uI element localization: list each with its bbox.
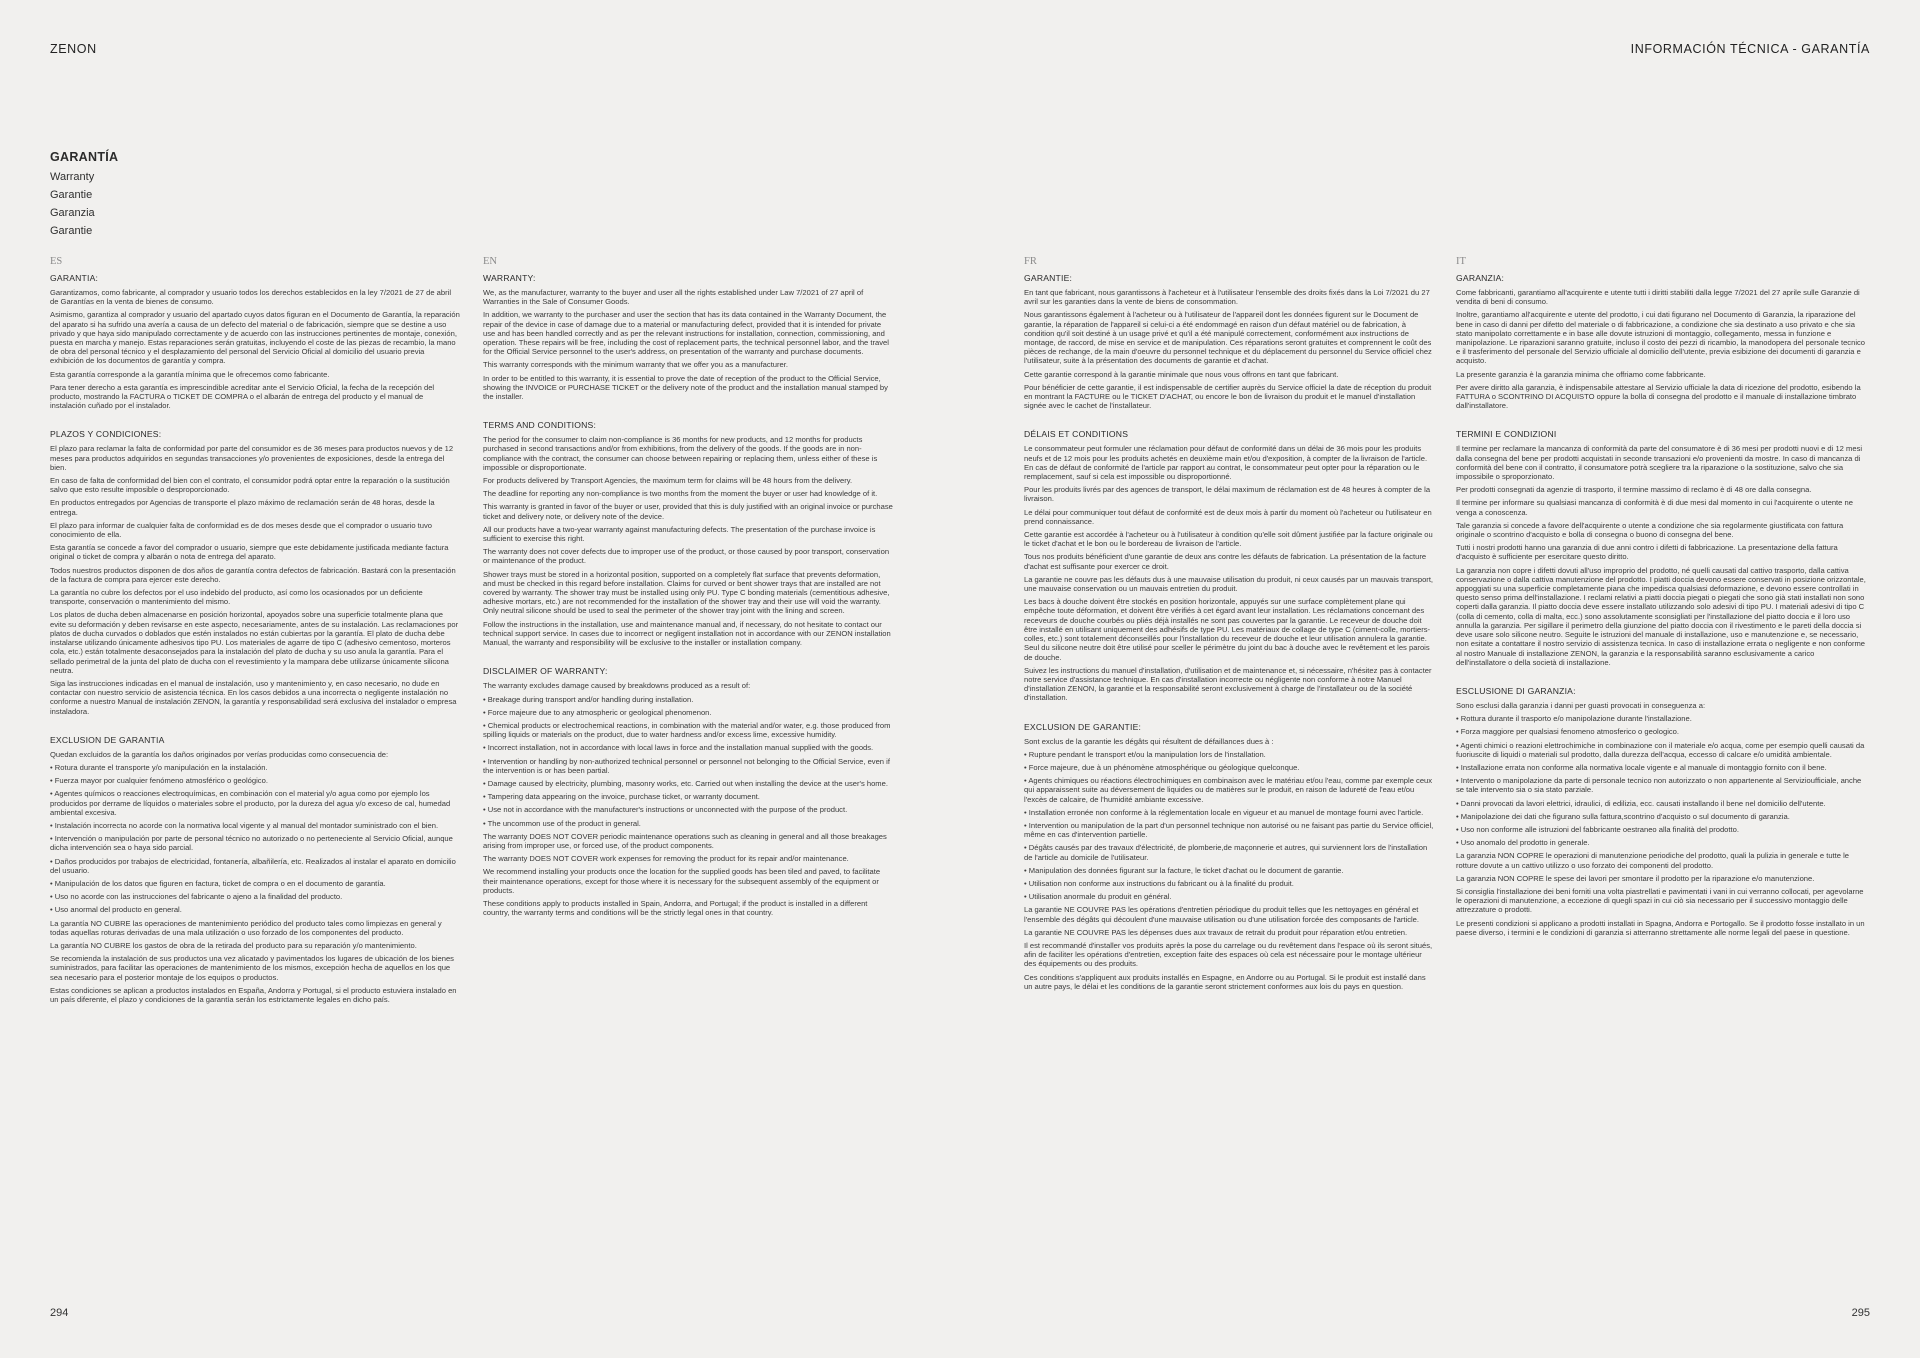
bullet-item: • Fuerza mayor por cualquier fenómeno atmosférico o geológico. <box>50 776 460 785</box>
section-title: EXCLUSION DE GARANTIA <box>50 734 165 745</box>
bullet-item: • Chemical products or electrochemical reactions, in combination with the material and/or water, e.g. those produced from spilling liquids or materials on the product, due to water hardness and/or excess lime, excessive humidity. <box>483 721 893 739</box>
bullet-item: • Daños producidos por trabajos de electricidad, fontanería, albañilería, etc. Realizados al instalar el aparato en domicilio del usuario. <box>50 857 460 875</box>
paragraph: Suivez les instructions du manuel d'installation, d'utilisation et de maintenance et, si nécessaire, n'hésitez pas à contacter notre service d'assistance technique. En cas d'installation incorrecte ou négligente non conforme à notre Manuel d'installation ZENON, la garantie et la responsabilité seront exclusivement à charge de l'installateur ou de la société d'installation. <box>1024 665 1432 703</box>
bullet-item: • Intervento o manipolazione da parte di personale tecnico non autorizzato o non appartenente al Servizioufficiale, anche se tale intervento sia o sia stato parziale. <box>1456 776 1866 794</box>
bullet-item: • Dégâts causés par des travaux d'électricité, de plomberie,de maçonnerie et autres, qui surviennent lors de l'installation de l'article au domicile de l'utilisateur. <box>1024 843 1434 861</box>
paragraph: La garantía NO CUBRE los gastos de obra de la retirada del producto para su reparación y/o mantenimiento. <box>50 940 417 950</box>
bullet-item: • Intervención o manipulación por parte de personal técnico no autorizado o no perteneciente al Servicio Oficial, aunque dicha intervención sea o haya sido parcial. <box>50 834 460 852</box>
paragraph: Cette garantie correspond à la garantie minimale que nous vous offrons en tant que fabricant. <box>1024 369 1339 379</box>
paragraph: Se recomienda la instalación de sus productos una vez alicatado y pavimentados los lugares de ubicación de los bienes suministrados, para facilitar las operaciones de mantenimiento de los mismos, excepción hecha de aquellos en los que sea necesario para el posterior montaje de los equipos o productos. <box>50 954 454 982</box>
bullet-item: • Manipolazione dei dati che figurano sulla fattura,scontrino d'acquisto o sul documento di garanzia. <box>1456 812 1866 821</box>
paragraph: El plazo para reclamar la falta de conformidad por parte del consumidor es de 36 meses para productos nuevos y de 12 meses para productos adquiridos en segundas transacciones y/o provenientes de exposiciones, desde la entrega del bien. <box>50 444 454 472</box>
section-title: GARANTIE: <box>1024 273 1073 283</box>
paragraph: In order to be entitled to this warranty, it is essential to prove the date of reception of the product to the Official Service, showing the INVOICE or PURCHASE TICKET or the delivery note of the product and the installation manual stamped by the installer. <box>483 373 888 402</box>
paragraph: La garantie NE COUVRE PAS les opérations d'entretien périodique du produit telles que les nettoyages en général et l'ensemble des dégâts qui découlent d'une mauvaise utilisation ou d'une utilisation forcée des composants de l'article. <box>1024 905 1420 924</box>
warranty-section <box>483 273 893 401</box>
section-title: TERMS AND CONDITIONS: <box>483 420 597 431</box>
paragraph: Sono esclusi dalla garanzia i danni per guasti provocati in conseguenza a: <box>1456 700 1706 710</box>
bullet-item: • Incorrect installation, not in accordance with local laws in force and the installation manual supplied with the goods. <box>483 743 893 752</box>
warranty-section <box>1024 429 1434 702</box>
paragraph: En productos entregados por Agencias de transporte el plazo máximo de reclamación serán de 48 horas, desde la entrega. <box>50 498 435 517</box>
bullet-item: • Utilisation anormale du produit en général. <box>1024 892 1434 901</box>
bullet-item: • Damage caused by electricity, plumbing, masonry works, etc. Carried out when installing the device at the user's home. <box>483 779 893 788</box>
paragraph: We recommend installing your products once the location for the supplied goods has been tiled and paved, to facilitate their maintenance operations, except for those where it is necessary for the subsequent assembly of the equipment or products. <box>483 867 881 895</box>
paragraph: Follow the instructions in the installation, use and maintenance manual and, if necessary, do not hesitate to contact our technical support service. In cases due to incorrect or negligent installation not in accordance with our ZENON installation Manual, the warranty and responsibility will be exclusive to the installer or installation company. <box>483 619 891 648</box>
paragraph: Inoltre, garantiamo all'acquirente e utente del prodotto, i cui dati figurano nel Documento di Garanzia, la riparazione del bene in caso di danni per difetto del materiale o di fabbricazione, a condizione che sia destinato a uso privato e che sia stato manipolato correttamente e in base alle dovute istruzioni di montaggio, collegamento, messa in funzione e manipolazione. Le riparazioni saranno gratuite, incluso il costo dei pezzi di ricambio, la manodopera del personale tecnico e il trasferimento del personale del Servizio ufficiale al domicilio dell'utente, previa esibizione dei documenti di garanzia e acquisto. <box>1456 310 1866 366</box>
paragraph: Estas condiciones se aplican a productos instalados en España, Andorra y Portugal, si el producto estuviera instalado en un país diferente, el plazo y condiciones de la garantía serán los estrictamente legales en dicho país. <box>50 985 457 1004</box>
paragraph: En tant que fabricant, nous garantissons à l'acheteur et à l'utilisateur l'ensemble des droits fixés dans la Loi 7/2021 du 27 avril sur les garanties dans la vente de biens de consommation. <box>1024 288 1430 307</box>
column-fr <box>1024 256 1434 1010</box>
paragraph: Si consiglia l'installazione dei beni forniti una volta piastrellati e pavimentati i vani in cui verranno collocati, per agevolarne le operazioni di manutenzione, a eccezione di quegli spazi in cui ciò sia necessario per il successivo montaggio delle attrezzature o prodotti. <box>1456 886 1864 915</box>
bullet-item: • Uso non conforme alle istruzioni del fabbricante oestraneo alla finalità del prodotto. <box>1456 825 1866 834</box>
section-title: WARRANTY: <box>483 273 536 283</box>
section-title: GARANTIA: <box>50 273 99 283</box>
bullet-item: • Agenti chimici o reazioni elettrochimiche in combinazione con il materiale e/o acqua, come per esempio quelli causati da fuoriuscite di liquidi o materiali sul prodotto, dalla durezza dell'acqua, eccesso di calcare e/o umidità ambientale. <box>1456 741 1866 759</box>
warranty-section <box>483 420 893 647</box>
paragraph: El plazo para informar de cualquier falta de conformidad es de dos meses desde que el comprador o usuario tuvo conocimiento de ella. <box>50 520 433 540</box>
paragraph: La garanzia NON COPRE le operazioni di manutenzione periodiche del prodotto, quali la pulizia in generale e tutte le rotture dovute a un cattivo utilizzo o uso forzato dei componenti del prodotto. <box>1456 851 1850 870</box>
warranty-section <box>1456 686 1866 937</box>
bullet-item: • Force majeure, due à un phénomène atmosphérique ou géologique quelconque. <box>1024 763 1434 772</box>
section-title: ESCLUSIONE DI GARANZIA: <box>1456 685 1576 696</box>
paragraph: La garantía no cubre los defectos por el uso indebido del producto, así como los ocasionados por un deficiente transporte, conservación o mantenimiento del mismo. <box>50 588 423 607</box>
paragraph: La garantie NE COUVRE PAS les dépenses dues aux travaux de retrait du produit pour réparation et/ou entretien. <box>1024 927 1408 937</box>
paragraph: Pour les produits livrés par des agences de transport, le délai maximum de réclamation est de 48 heures à compter de la livraison. <box>1024 485 1431 504</box>
paragraph: Esta garantía se concede a favor del comprador o usuario, siempre que este debidamente justificada mediante factura original o ticket de compra y albarán o nota de entrega del aparato. <box>50 543 449 562</box>
bullet-item: • Forza maggiore per qualsiasi fenomeno atmosferico o geologico. <box>1456 727 1866 736</box>
paragraph: The warranty does not cover defects due to improper use of the product, or those caused by poor transport, conservation or maintenance of the product. <box>483 547 890 566</box>
bullet-item: • Instalación incorrecta no acorde con la normativa local vigente y al manual del montador suministrado con el bien. <box>50 821 460 830</box>
bullet-item: • Rottura durante il trasporto e/o manipolazione durante l'installazione. <box>1456 714 1866 723</box>
bullet-item: • Uso anomalo del prodotto in generale. <box>1456 838 1866 847</box>
section-title: DISCLAIMER OF WARRANTY: <box>483 666 608 677</box>
warranty-section <box>50 735 460 1004</box>
paragraph: La presente garanzia è la garanzia minima che offriamo come fabbricante. <box>1456 369 1706 379</box>
bullet-item: • Intervention or handling by non-authorized technical personnel or personnel not belonging to the Official Service, even if the intervention is or has been partial. <box>483 757 893 775</box>
paragraph: Sont exclus de la garantie les dégâts qui résultent de défaillances dues à : <box>1024 736 1274 746</box>
paragraph: For products delivered by Transport Agencies, the maximum term for claims will be 48 hours from the delivery. <box>483 476 853 486</box>
bullet-item: • Tampering data appearing on the invoice, purchase ticket, or warranty document. <box>483 792 893 801</box>
section-title: DÉLAIS ET CONDITIONS <box>1024 429 1129 440</box>
paragraph: Les bacs à douche doivent être stockés en position horizontale, appuyés sur une surface complètement plane qui empêche toute déformation, et doivent être vérifiés à cet égard avant leur installation. Les réclamations concernant des receveurs de douche courbés ou pliés déjà installés ne sont pas couvertes par la garantie. Le receveur de douche doit être installé en utilisant uniquement des adhésifs de type PU. Les matériaux de collage de type C (ciment-colle, mortiers-colles, etc.) sont totalement déconseillés pour l'installation du receveur de douche et leur utilisation annulera la garantie. Seul du silicone neutre doit être utilisé pour sceller le périmètre du joint du bac à douche avec le revêtement et les parois de douche. <box>1024 597 1431 662</box>
paragraph: Il est recommandé d'installer vos produits après la pose du carrelage ou du revêtement dans l'espace où ils seront situés, afin de faciliter les opérations d'entretien, exception faite des espaces où cela est nécessaire pour le montage ultérieur des équipements ou des produits. <box>1024 940 1433 969</box>
paragraph: Tous nos produits bénéficient d'une garantie de deux ans contre les défauts de fabrication. La présentation de la facture d'achat est suffisante pour exercer ce droit. <box>1024 552 1427 571</box>
paragraph: Il termine per informare su qualsiasi mancanza di conformità è di due mesi dal momento in cui l'acquirente o utente ne venga a conoscenza. <box>1456 498 1853 517</box>
paragraph: This warranty is granted in favor of the buyer or user, provided that this is duly justified with an original invoice or purchase ticket and delivery note, or delivery note of the device. <box>483 502 893 521</box>
paragraph: Cette garantie est accordée à l'acheteur ou à l'utilisateur à condition qu'elle soit dûment justifiée par la facture originale ou le ticket d'achat et le bon ou le bordereau de livraison de l'article. <box>1024 530 1433 549</box>
paragraph: Esta garantía corresponde a la garantía mínima que le ofrecemos como fabricante. <box>50 369 330 379</box>
language-code: ES <box>50 256 63 267</box>
paragraph: Tutti i nostri prodotti hanno una garanzia di due anni contro i difetti di fabbricazione. La presentazione della fattura d'acquisto è sufficiente per esercitare questo diritto. <box>1456 543 1838 562</box>
warranty-section <box>1024 722 1434 991</box>
warranty-section <box>50 429 460 715</box>
section-title: PLAZOS Y CONDICIONES: <box>50 429 162 440</box>
paragraph: These conditions apply to products installed in Spain, Andorra, and Portugal; if the product is installed in a different country, the warranty terms and conditions will be the strictly legal ones in that country. <box>483 898 868 918</box>
column-it <box>1456 256 1866 956</box>
paragraph: All our products have a two-year warranty against manufacturing defects. The presentation of the purchase invoice is sufficient to exercise this right. <box>483 524 876 544</box>
page-number-right: 295 <box>1851 1307 1870 1319</box>
paragraph: Asimismo, garantiza al comprador y usuario del apartado cuyos datos figuran en el Documento de Garantía, la reparación del aparato si ha sufrido una avería a causa de un defecto del material o de fabricación, siempre que se destine a uso privado y que haya sido manipulado correctamente y de acuerdo con las instrucciones pertinentes de montaje, conexión, puesta en marcha y manejo. Estas reparaciones serán gratuitas, incluyendo el coste de las piezas de recambio, la mano de obra del personal técnico y el desplazamiento del personal del Servicio Oficial al domicilio del usuario previa exhibición de los documentos de garantía y compra. <box>50 310 460 366</box>
page-number-left: 294 <box>50 1307 69 1319</box>
paragraph: The warranty excludes damage caused by breakdowns produced as a result of: <box>483 681 751 691</box>
paragraph: Todos nuestros productos disponen de dos años de garantía contra defectos de fabricación. Bastará con la presentación de la factura de compra para ejercer este derecho. <box>50 565 456 584</box>
paragraph: The warranty DOES NOT COVER work expenses for removing the product for its repair and/or maintenance. <box>483 854 849 864</box>
bullet-item: • Agentes químicos o reacciones electroquímicas, en combinación con el material y/o agua como por ejemplo los producidos por derrame de líquidos o materiales sobre el producto, por la dureza del agua y/o exceso de cal, humedad ambiental excesiva. <box>50 789 460 817</box>
bullet-item: • Agents chimiques ou réactions électrochimiques en combinaison avec le matériau et/ou l'eau, comme par exemple ceux qui apparaissent suite au déversement de liquides ou de matières sur le produit, en raison de ladureté de l'eau et/ou l'excès de calcaire, de l'humidité ambiante excessive. <box>1024 776 1434 804</box>
title-translation: Garantie <box>50 189 93 201</box>
bullet-item: • Installazione errata non conforme alla normativa locale vigente e al manuale di montaggio fornito con il bene. <box>1456 763 1866 772</box>
paragraph: Tale garanzia si concede a favore dell'acquirente o utente a condizione che sia regolarmente giustificata con fattura originale o scontrino d'acquisto e bolla di consegna o buono di consegna del bene. <box>1456 520 1844 540</box>
section-title: TERMINI E CONDIZIONI <box>1456 429 1557 440</box>
bullet-item: • Manipulación de los datos que figuren en factura, ticket de compra o en el documento de garantía. <box>50 879 460 888</box>
paragraph: La garantía NO CUBRE las operaciones de mantenimiento periódico del producto tales como limpiezas en general y todas aquellas roturas derivadas de una mala utilización o uso forzado de los componentes del producto. <box>50 918 442 937</box>
section-header: INFORMACIÓN TÉCNICA - GARANTÍA <box>1630 42 1870 56</box>
paragraph: Nous garantissons également à l'acheteur ou à l'utilisateur de l'appareil dont les données figurent sur le Document de garantie, la réparation de l'appareil si celui-ci a été endommagé en raison d'un défaut matériel ou de fabrication, à condition qu'il soit destiné à un usage privé et qu'il a été manipulé correctement, conformément aux instructions de montage, de raccord, de mise en service et de manipulation. Ces réparations seront gratuites et comprennent le coût des pièces de rechange, de la main d'oeuvre du personnel technique et du déplacement du personnel du Service officiel chez l'utilisateur, suite à la présentation des documents de garantie et d'achat. <box>1024 310 1432 366</box>
paragraph: Quedan excluidos de la garantía los daños originados por verías producidas como consecuencia de: <box>50 749 389 759</box>
paragraph: La garantie ne couvre pas les défauts dus à une mauvaise utilisation du produit, ni ceux causés par un mauvais transport, une mauvaise conservation ou un mauvais entretien du produit. <box>1024 574 1434 594</box>
paragraph: This warranty corresponds with the minimum warranty that we offer you as a manufacturer. <box>483 360 789 370</box>
paragraph: The period for the consumer to claim non-compliance is 36 months for new products, and 12 months for products purchased in second transactions and/or from exhibitions, from the delivery of the goods. If the goods are in non-compliance with the contract, the consumer can choose between repairing or replacing them, unless either of these is impossible or disproportionate. <box>483 435 878 472</box>
bullet-item: • Utilisation non conforme aux instructions du fabricant ou à la finalité du produit. <box>1024 879 1434 888</box>
paragraph: Garantizamos, como fabricante, al comprador y usuario todos los derechos establecidos en la ley 7/2021 de 27 de abril de Garantías en la venta de bienes de consumo. <box>50 288 452 307</box>
paragraph: Los platos de ducha deben almacenarse en posición horizontal, apoyados sobre una superficie totalmente plana que evite su deformación y deben revisarse en este aspecto, necesariamente, antes de su instalación. Las reclamaciones por platos de ducha curvados o doblados que estén instalados no están cubiertas por la garantía. El plato de ducha debe instalarse utilizando únicamente adhesivos tipo PU. Los materiales de agarre de tipo C (adhesivo cementoso, morteros cola, etc.) están totalmente desaconsejados para la instalación del plato de ducha y su uso anula la garantía. Para el sellado perimetral de la junta del plato de ducha con el revestimiento y la mampara debe utilizarse únicamente silicona neutra. <box>50 610 459 675</box>
paragraph: The warranty DOES NOT COVER periodic maintenance operations such as cleaning in general and all those breakages arising from improper use, or forced use, of the product components. <box>483 831 887 850</box>
warranty-section <box>1024 273 1434 410</box>
paragraph: La garanzia NON COPRE le spese dei lavori per smontare il prodotto per la riparazione e/o manutenzione. <box>1456 873 1815 883</box>
bullet-item: • Intervention ou manipulation de la part d'un personnel technique non autorisé ou ne faisant pas partie du Service officiel, même en cas d'intervention partielle. <box>1024 821 1434 839</box>
bullet-item: • Manipulation des données figurant sur la facture, le ticket d'achat ou le document de garantie. <box>1024 866 1434 875</box>
bullet-item: • Use not in accordance with the manufacturer's instructions or unconnected with the purpose of the product. <box>483 805 893 814</box>
paragraph: Ces conditions s'appliquent aux produits installés en Espagne, en Andorre ou au Portugal. Si le produit est installé dans un autre pays, le délai et les conditions de la garantie seront strictement conformes aux lois du pays en question. <box>1024 972 1426 991</box>
paragraph: Shower trays must be stored in a horizontal position, supported on a completely flat surface that prevents deformation, and must be checked in this regard before installation. Claims for curved or bent shower trays that are installed are not covered by warranty. The shower tray must be installed using only PU. Type C bonding materials (cementitious adhesive, adhesive mortars, etc.) are not recommended for the installation of the shower tray and their use will void the warranty. Only neutral silicone should be used to seal the perimeter of the shower tray joint with the lining and screen. <box>483 569 890 616</box>
bullet-item: • Force majeure due to any atmospheric or geological phenomenon. <box>483 708 893 717</box>
bullet-item: • The uncommon use of the product in general. <box>483 819 893 828</box>
title-translation: Garantie <box>50 225 93 237</box>
warranty-section <box>483 666 893 917</box>
brand-header: ZENON <box>50 42 97 56</box>
title-translation: Garanzia <box>50 207 95 219</box>
language-code: IT <box>1456 256 1466 267</box>
warranty-section <box>50 273 460 410</box>
bullet-item: • Installation erronée non conforme à la réglementation locale en vigueur et au manuel de montage fourni avec l'article. <box>1024 808 1434 817</box>
column-es <box>50 256 460 1023</box>
bullet-item: • Rupture pendant le transport et/ou la manipulation lors de l'installation. <box>1024 750 1434 759</box>
title-translation: Warranty <box>50 171 95 183</box>
bullet-item: • Danni provocati da lavori elettrici, idraulici, di edilizia, ecc. causati installando il bene nel domicilio dell'utente. <box>1456 799 1866 808</box>
paragraph: Siga las instrucciones indicadas en el manual de instalación, uso y mantenimiento y, en caso necesario, no dude en contactar con nuestro servicio de asistencia técnica. En los casos debidos a una incorrecta o negligente instalación no conforme a nuestro Manual de instalación ZENON, la garantía y responsabilidad será exclusiva del instalador o empresa instaladora. <box>50 678 457 716</box>
paragraph: In addition, we warranty to the purchaser and user the section that has its data contained in the Warranty Document, the repair of the device in case of damage due to a material or manufacturing defect, provided that it is intended for private use and has been handled correctly and as per the relevant instructions for installation, connection, commissioning, and operation. These repairs will be free, including the cost of replacement parts, the technical personnel labor, and the travel for the Official Service personnel to the user's address, on presentation of the warranty and purchase documents. <box>483 310 889 357</box>
paragraph: Le délai pour communiquer tout défaut de conformité est de deux mois à partir du moment où l'acheteur ou l'utilisateur en prend connaissance. <box>1024 507 1432 526</box>
section-title: GARANZIA: <box>1456 273 1505 283</box>
paragraph: Per avere diritto alla garanzia, è indispensabile attestare al Servizio ufficiale la data di ricezione del prodotto, esibendo la FATTURA o SCONTRINO DI ACQUISTO oppure la bolla di consegna del prodotto e il manuale di installazione timbrato dall'installatore. <box>1456 382 1861 411</box>
warranty-section <box>1456 273 1866 410</box>
bullet-item: • Rotura durante el transporte y/o manipulación en la instalación. <box>50 763 460 772</box>
section-title: EXCLUSION DE GARANTIE: <box>1024 721 1142 732</box>
bullet-item: • Uso anormal del producto en general. <box>50 905 460 914</box>
paragraph: La garanzia non copre i difetti dovuti all'uso improprio del prodotto, né quelli causati dal cattivo trasporto, dalla cattiva conservazione o dalla cattiva manutenzione del prodotto. I piatti doccia devono essere conservati in posizione orizzontale, appoggiati su una superficie completamente piana che impedisca qualsiasi deformazione, e devono essere controllati in questo senso prima dell'installazione. I reclami relativi a piatti doccia piegati o piegati che sono già stati installati non sono coperti dalla garanzia. Il piatto doccia deve essere installato utilizzando solo adesivi di tipo PU. I materiali adesivi di tipo C (colla di cemento, colla di malta, ecc.) sono assolutamente sconsigliati per l'installazione del piatto doccia e il loro uso annulla la garanzia. Per sigillare il perimetro della giunzione del piatto doccia con il rivestimento e le pareti della doccia si deve usare solo silicone neutro. Seguite le istruzioni del manuale di installazione, uso e manutenzione e, se necessario, non esitate a contattare il nostro servizio di assistenza tecnica. In caso di installazione errata o negligente e non conforme al nostro Manuale di installazione ZENON, la garanzia e la responsabilità saranno esclusivamente a carico dell'installatore o della società di installazione. <box>1456 565 1866 667</box>
paragraph: En caso de falta de conformidad del bien con el contrato, el consumidor podrá optar entre la reparación o la sustitución salvo que esto resulte imposible o desproporcionado. <box>50 476 450 495</box>
paragraph: The deadline for reporting any non-compliance is two months from the moment the buyer or user had knowledge of it. <box>483 489 878 499</box>
paragraph: We, as the manufacturer, warranty to the buyer and user all the rights established under Law 7/2021 of 27 april of Warranties in the Sale of Consumer Goods. <box>483 288 864 307</box>
paragraph: Pour bénéficier de cette garantie, il est indispensable de certifier auprès du Service officiel la date de réception du produit en montrant la FACTURE ou le TICKET D'ACHAT, ou encore le bon de livraison du produit et le manuel d'installation signée avec le cachet de l'installateur. <box>1024 382 1432 411</box>
bullet-item: • Breakage during transport and/or handling during installation. <box>483 695 893 704</box>
paragraph: Come fabbricanti, garantiamo all'acquirente e utente tutti i diritti stabiliti dalla legge 7/2021 del 27 aprile sulle Garanzie di vendita di beni di consumo. <box>1456 288 1860 307</box>
paragraph: Il termine per reclamare la mancanza di conformità da parte del consumatore è di 36 mesi per prodotti nuovi e di 12 mesi dalla consegna del bene per prodotti acquistati in seconde transazioni e/o provenienti da mostre. In caso di mancanza di conformità del bene con il contratto, il consumatore potrà scegliere tra la riparazione o la sostituzione, salvo che sia impossibile o sproporzionato. <box>1456 444 1863 482</box>
column-en <box>483 256 893 936</box>
bullet-item: • Uso no acorde con las instrucciones del fabricante o ajeno a la finalidad del producto. <box>50 892 460 901</box>
language-code: FR <box>1024 256 1037 267</box>
paragraph: Para tener derecho a esta garantía es imprescindible acreditar ante el Servicio Oficial, la fecha de la recepción del producto, mostrando la FACTURA o TICKET DE COMPRA o el albarán de entrega del producto y el manual de instalación cuñado por el instalador. <box>50 382 435 411</box>
warranty-section <box>1456 429 1866 666</box>
language-code: EN <box>483 256 497 267</box>
title-block <box>50 150 118 240</box>
page-title: GARANTÍA <box>50 150 119 164</box>
paragraph: Le consommateur peut formuler une réclamation pour défaut de conformité dans un délai de 36 mois pour les produits neufs et de 12 mois pour les produits achetés en deuxième main et/ou d'exposition, à compter de la livraison de l'article. En cas de défaut de conformité de l'article par rapport au contrat, le consommateur peut opter pour la réparation ou le remplacement, sauf si cela est impossible ou disproportionné. <box>1024 444 1428 482</box>
paragraph: Per prodotti consegnati da agenzie di trasporto, il termine massimo di reclamo è di 48 ore dalla consegna. <box>1456 485 1812 495</box>
paragraph: Le presenti condizioni si applicano a prodotti installati in Spagna, Andorra e Portogallo. Se il prodotto fosse installato in un paese diverso, i termini e le condizioni di garanzia si atterranno strettamente alle norme legali del paese in questione. <box>1456 918 1865 937</box>
